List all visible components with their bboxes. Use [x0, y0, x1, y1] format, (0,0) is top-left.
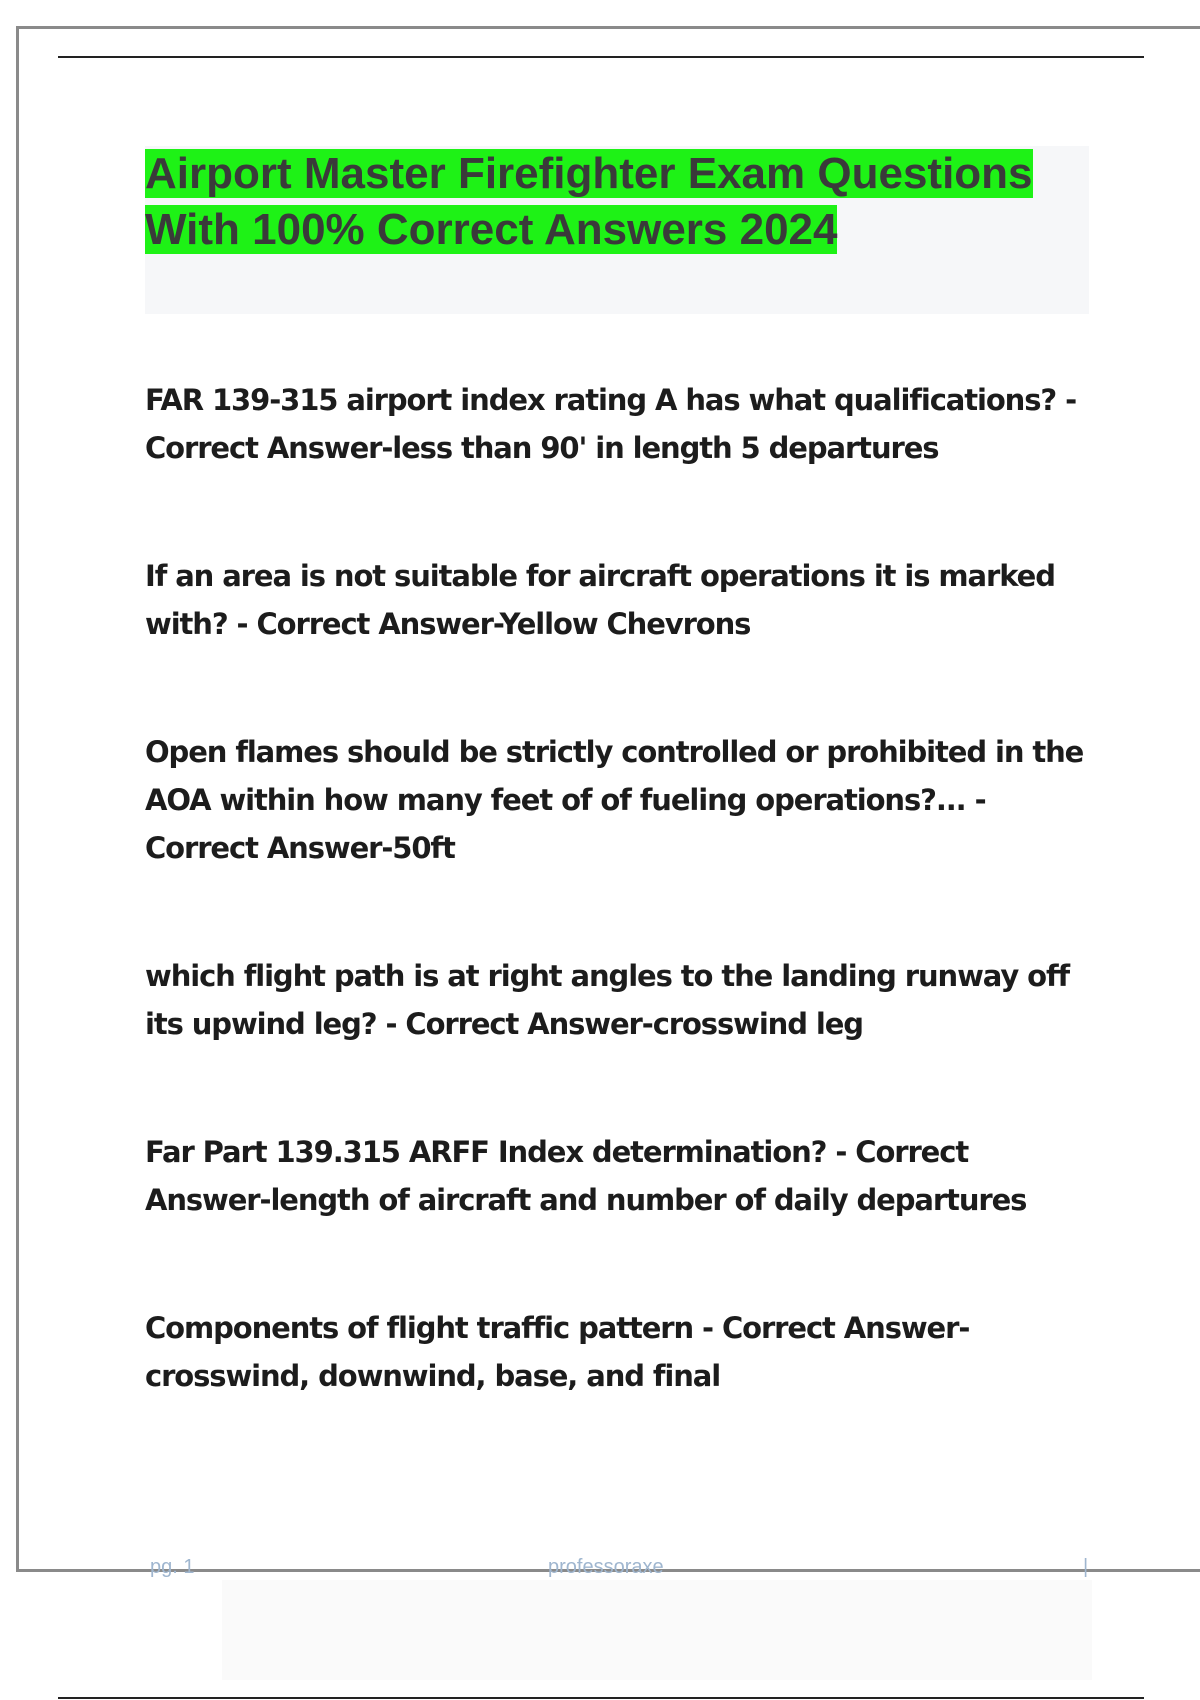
footer-author: professoraxe — [548, 1556, 664, 1578]
qa-item: FAR 139-315 airport index rating A has what qualifications? - Correct Answer-less than 90' in length 5 departures — [145, 383, 1077, 465]
page-number: pg. 1 — [150, 1556, 195, 1578]
document-title-text: Airport Master Firefighter Exam Questions With 100% Correct Answers 2024 — [145, 149, 1033, 254]
qa-item: Far Part 139.315 ARFF Index determination? - Correct Answer-length of aircraft and number of daily departures — [145, 1135, 1027, 1217]
qa-list — [145, 376, 1095, 1400]
qa-item: which flight path is at right angles to the landing runway off its upwind leg? - Correct Answer-crosswind leg — [145, 959, 1070, 1041]
footer-shade — [222, 1580, 1092, 1680]
bottom-divider — [58, 1697, 1144, 1699]
qa-item: If an area is not suitable for aircraft operations it is marked with? - Correct Answer-Yellow Chevrons — [145, 559, 1055, 641]
header-divider — [58, 56, 1144, 58]
document-title — [145, 146, 1085, 258]
footer-separator: | — [1083, 1556, 1089, 1578]
qa-item: Open flames should be strictly controlled or prohibited in the AOA within how many feet of of fueling operations?... - Correct Answer-50ft — [145, 735, 1084, 865]
qa-item: Components of flight traffic pattern - Correct Answer-crosswind, downwind, base, and final — [145, 1311, 970, 1393]
